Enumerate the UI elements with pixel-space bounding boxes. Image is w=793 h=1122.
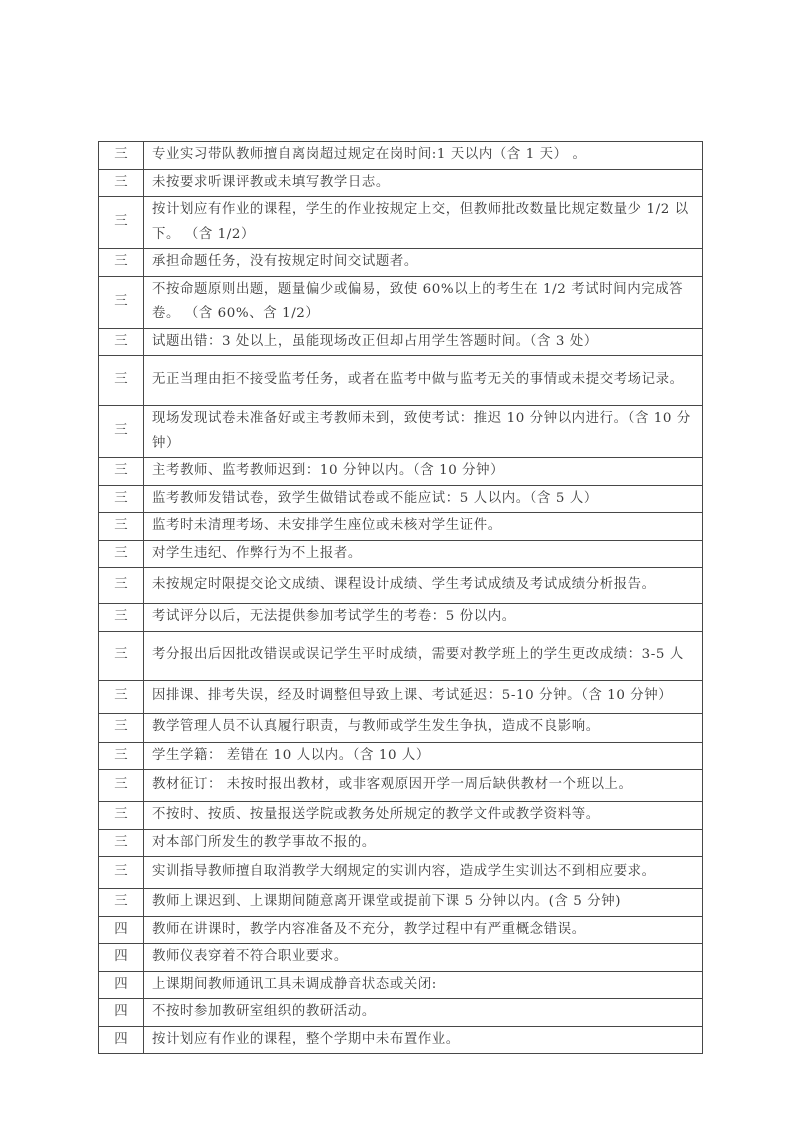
level-cell: 三: [99, 568, 144, 604]
level-cell: 三: [99, 713, 144, 742]
table-row: [99, 276, 703, 328]
description-cell: 专业实习带队教师擅自离岗超过规定在岗时间:1 天以内（含 1 天） 。: [144, 142, 703, 170]
table-row: [99, 829, 703, 857]
level-cell: 四: [99, 971, 144, 999]
level-cell: 三: [99, 889, 144, 917]
level-cell: 三: [99, 680, 144, 713]
table-row: [99, 857, 703, 889]
table-row: [99, 328, 703, 356]
description-cell: 教学管理人员不认真履行职责，与教师或学生发生争执，造成不良影响。: [144, 713, 703, 742]
level-cell: 四: [99, 999, 144, 1027]
level-cell: 三: [99, 406, 144, 458]
description-cell: 试题出错：3 处以上，虽能现场改正但却占用学生答题时间。（含 3 处）: [144, 328, 703, 356]
level-cell: 三: [99, 249, 144, 277]
description-cell: 按计划应有作业的课程，整个学期中未布置作业。: [144, 1026, 703, 1054]
table-row: [99, 249, 703, 277]
table-row: [99, 999, 703, 1027]
description-cell: 考试评分以后，无法提供参加考试学生的考卷：5 份以内。: [144, 604, 703, 632]
description-cell: 教师仪表穿着不符合职业要求。: [144, 944, 703, 972]
table-row: [99, 540, 703, 568]
level-cell: 四: [99, 944, 144, 972]
level-cell: 三: [99, 631, 144, 680]
description-cell: 未按规定时限提交论文成绩、课程设计成绩、学生考试成绩及考试成绩分析报告。: [144, 568, 703, 604]
level-cell: 三: [99, 485, 144, 513]
level-cell: 三: [99, 356, 144, 406]
level-cell: 三: [99, 328, 144, 356]
level-cell: 三: [99, 770, 144, 802]
table-row: [99, 485, 703, 513]
level-cell: 三: [99, 142, 144, 170]
description-cell: 未按要求听课评教或未填写教学日志。: [144, 169, 703, 197]
level-cell: 三: [99, 513, 144, 541]
table-row: [99, 944, 703, 972]
table-row: [99, 742, 703, 770]
table-row: [99, 1026, 703, 1054]
table-row: [99, 142, 703, 170]
description-cell: 承担命题任务，没有按规定时间交试题者。: [144, 249, 703, 277]
table-row: [99, 513, 703, 541]
description-cell: 无正当理由拒不接受监考任务，或者在监考中做与监考无关的事情或未提交考场记录。: [144, 356, 703, 406]
table-row: [99, 713, 703, 742]
description-cell: 监考教师发错试卷，致学生做错试卷或不能应试：5 人以内。（含 5 人）: [144, 485, 703, 513]
description-cell: 不按时、按质、按量报送学院或教务处所规定的教学文件或教学资料等。: [144, 802, 703, 830]
level-cell: 四: [99, 916, 144, 944]
description-cell: 考分报出后因批改错误或误记学生平时成绩，需要对教学班上的学生更改成绩：3-5 人: [144, 631, 703, 680]
description-cell: 不按命题原则出题，题量偏少或偏易，致使 60%以上的考生在 1/2 考试时间内完成答卷。 （含 60%、含 1/2）: [144, 276, 703, 328]
table-row: [99, 916, 703, 944]
description-cell: 因排课、排考失误，经及时调整但导致上课、考试延迟：5-10 分钟。（含 10 分钟）: [144, 680, 703, 713]
description-cell: 不按时参加教研室组织的教研活动。: [144, 999, 703, 1027]
table-row: [99, 356, 703, 406]
level-cell: 三: [99, 857, 144, 889]
level-cell: 三: [99, 458, 144, 486]
description-cell: 对学生违纪、作弊行为不上报者。: [144, 540, 703, 568]
table-body: [99, 142, 703, 1054]
table-row: [99, 458, 703, 486]
table-row: [99, 169, 703, 197]
table-row: [99, 802, 703, 830]
level-cell: 三: [99, 276, 144, 328]
description-cell: 学生学籍： 差错在 10 人以内。（含 10 人）: [144, 742, 703, 770]
description-cell: 监考时未清理考场、未安排学生座位或未核对学生证件。: [144, 513, 703, 541]
level-cell: 三: [99, 742, 144, 770]
table-row: [99, 197, 703, 249]
description-cell: 主考教师、监考教师迟到：10 分钟以内。（含 10 分钟）: [144, 458, 703, 486]
description-cell: 教师在讲课时，教学内容准备及不充分，教学过程中有严重概念错误。: [144, 916, 703, 944]
teaching-accident-table: [98, 141, 703, 1054]
table-row: [99, 889, 703, 917]
description-cell: 实训指导教师擅自取消教学大纲规定的实训内容，造成学生实训达不到相应要求。: [144, 857, 703, 889]
table-row: [99, 680, 703, 713]
table-row: [99, 604, 703, 632]
description-cell: 按计划应有作业的课程，学生的作业按规定上交，但教师批改数量比规定数量少 1/2 以下。 （含 1/2）: [144, 197, 703, 249]
description-cell: 教师上课迟到、上课期间随意离开课堂或提前下课 5 分钟以内。(含 5 分钟): [144, 889, 703, 917]
level-cell: 三: [99, 540, 144, 568]
level-cell: 四: [99, 1026, 144, 1054]
description-cell: 现场发现试卷未准备好或主考教师未到，致使考试：推迟 10 分钟以内进行。（含 10 分钟）: [144, 406, 703, 458]
description-cell: 对本部门所发生的教学事故不报的。: [144, 829, 703, 857]
table-row: [99, 971, 703, 999]
table-row: [99, 568, 703, 604]
level-cell: 三: [99, 197, 144, 249]
level-cell: 三: [99, 829, 144, 857]
level-cell: 三: [99, 802, 144, 830]
level-cell: 三: [99, 604, 144, 632]
table-row: [99, 406, 703, 458]
description-cell: 上课期间教师通讯工具未调成静音状态或关闭:: [144, 971, 703, 999]
description-cell: 教材征订： 未按时报出教材，或非客观原因开学一周后缺供教材一个班以上。: [144, 770, 703, 802]
table-row: [99, 770, 703, 802]
table-row: [99, 631, 703, 680]
level-cell: 三: [99, 169, 144, 197]
